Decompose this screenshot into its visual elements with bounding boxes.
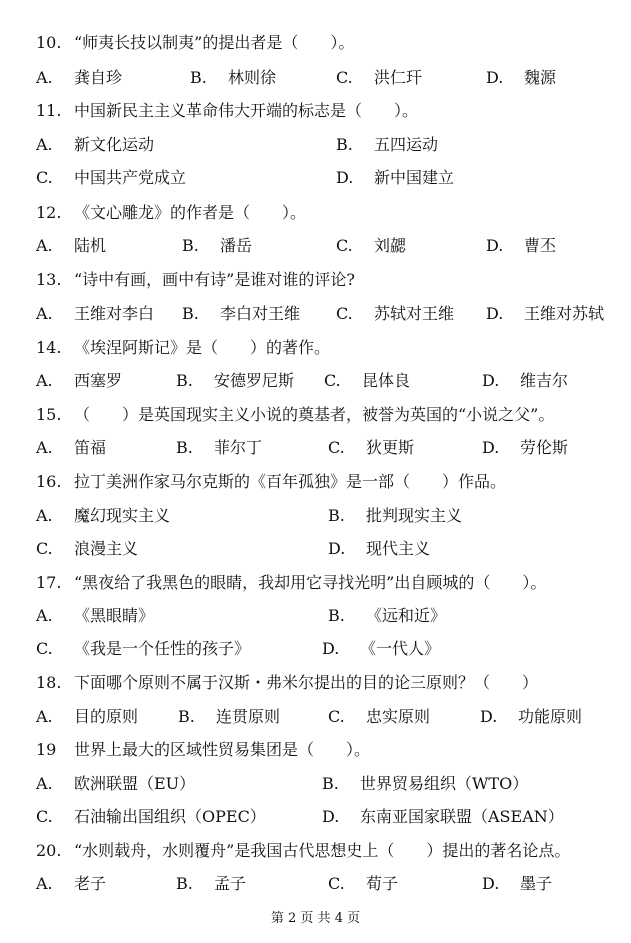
options-row — [0, 234, 631, 258]
option-d[interactable]: D. 《一代人》 — [322, 639, 441, 658]
option-d[interactable]: D. 东南亚国家联盟（ASEAN） — [322, 807, 564, 826]
question-text: 《文心雕龙》的作者是（ ）。 — [74, 203, 307, 222]
option-c[interactable]: C. 苏轼对王维 — [336, 304, 455, 323]
option-a[interactable]: A. 欧洲联盟（EU） — [36, 774, 196, 793]
question-text: “师夷长技以制夷”的提出者是（ ）。 — [74, 33, 355, 52]
option-a[interactable]: A. 陆机 — [36, 236, 107, 255]
option-a[interactable]: A. 王维对李白 — [36, 304, 155, 323]
question-number: 16. — [36, 472, 62, 491]
question-number: 13. — [36, 270, 62, 289]
option-d[interactable]: D. 王维对苏轼 — [486, 304, 605, 323]
option-b[interactable]: B. 菲尔丁 — [176, 438, 263, 457]
option-d[interactable]: D. 魏源 — [486, 68, 557, 87]
option-d[interactable]: D. 现代主义 — [328, 539, 431, 558]
question-number: 20. — [36, 841, 62, 860]
question-18 — [0, 671, 631, 695]
question-text: 中国新民主主义革命伟大开端的标志是（ ）。 — [74, 101, 419, 120]
option-b[interactable]: B. 安德罗尼斯 — [176, 371, 295, 390]
options-row — [0, 504, 631, 528]
question-11 — [0, 99, 631, 123]
question-number: 12. — [36, 203, 62, 222]
options-row — [0, 369, 631, 393]
option-b[interactable]: B. 孟子 — [176, 874, 247, 893]
option-d[interactable]: D. 劳伦斯 — [482, 438, 569, 457]
option-b[interactable]: B. 潘岳 — [182, 236, 253, 255]
option-c[interactable]: C. 荀子 — [328, 874, 399, 893]
options-row — [0, 604, 631, 628]
option-b[interactable]: B. 五四运动 — [336, 135, 439, 154]
question-20 — [0, 839, 631, 863]
question-number: 17. — [36, 573, 62, 592]
option-b[interactable]: B. 批判现实主义 — [328, 506, 463, 525]
option-c[interactable]: C. 刘勰 — [336, 236, 407, 255]
question-text: “水则载舟，水则覆舟”是我国古代思想史上（ ）提出的著名论点。 — [74, 841, 571, 860]
question-14 — [0, 336, 631, 360]
question-number: 15. — [36, 405, 62, 424]
option-a[interactable]: A. 目的原则 — [36, 707, 139, 726]
option-b[interactable]: B. 《远和近》 — [328, 606, 447, 625]
option-a[interactable]: A. 《黑眼睛》 — [36, 606, 155, 625]
option-a[interactable]: A. 龚自珍 — [36, 68, 123, 87]
option-a[interactable]: A. 西塞罗 — [36, 371, 123, 390]
options-row — [0, 772, 631, 796]
question-number: 18. — [36, 673, 62, 692]
question-12 — [0, 201, 631, 225]
question-10 — [0, 31, 631, 55]
option-b[interactable]: B. 李白对王维 — [182, 304, 301, 323]
options-row — [0, 302, 631, 326]
question-number: 19 — [36, 740, 57, 759]
option-c[interactable]: C. 狄更斯 — [328, 438, 415, 457]
question-17 — [0, 571, 631, 595]
question-number: 11. — [36, 101, 62, 120]
question-19 — [0, 738, 631, 762]
options-row — [0, 872, 631, 896]
question-text: （ ）是英国现实主义小说的奠基者，被誉为英国的“小说之父”。 — [74, 405, 555, 424]
option-d[interactable]: D. 新中国建立 — [336, 168, 455, 187]
option-c[interactable]: C. 浪漫主义 — [36, 539, 139, 558]
options-row — [0, 133, 631, 157]
option-b[interactable]: B. 林则徐 — [190, 68, 277, 87]
option-a[interactable]: A. 笛福 — [36, 438, 107, 457]
question-text: 下面哪个原则不属于汉斯・弗米尔提出的目的论三原则？（ ） — [74, 673, 539, 692]
option-d[interactable]: D. 墨子 — [482, 874, 553, 893]
question-number: 10. — [36, 33, 62, 52]
question-text: 拉丁美洲作家马尔克斯的《百年孤独》是一部（ ）作品。 — [74, 472, 507, 491]
page-footer: 第 2 页 共 4 页 — [270, 911, 361, 926]
question-15 — [0, 403, 631, 427]
option-c[interactable]: C. 石油输出国组织（OPEC） — [36, 807, 266, 826]
options-row — [0, 705, 631, 729]
option-c[interactable]: C. 昆体良 — [324, 371, 411, 390]
options-row — [0, 537, 631, 561]
options-row — [0, 66, 631, 90]
option-a[interactable]: A. 魔幻现实主义 — [36, 506, 171, 525]
question-16 — [0, 470, 631, 494]
option-c[interactable]: C. 洪仁玕 — [336, 68, 423, 87]
options-row — [0, 436, 631, 460]
question-13 — [0, 268, 631, 292]
option-a[interactable]: A. 新文化运动 — [36, 135, 155, 154]
option-b[interactable]: B. 世界贸易组织（WTO） — [322, 774, 529, 793]
option-d[interactable]: D. 功能原则 — [480, 707, 583, 726]
option-c[interactable]: C. 《我是一个任性的孩子》 — [36, 639, 251, 658]
option-d[interactable]: D. 曹丕 — [486, 236, 557, 255]
option-d[interactable]: D. 维吉尔 — [482, 371, 569, 390]
option-b[interactable]: B. 连贯原则 — [178, 707, 281, 726]
options-row — [0, 637, 631, 661]
option-c[interactable]: C. 忠实原则 — [328, 707, 431, 726]
options-row — [0, 805, 631, 829]
question-text: “诗中有画，画中有诗”是谁对谁的评论? — [74, 270, 355, 289]
question-number: 14. — [36, 338, 62, 357]
question-text: “黑夜给了我黑色的眼睛，我却用它寻找光明”出自顾城的（ ）。 — [74, 573, 547, 592]
option-c[interactable]: C. 中国共产党成立 — [36, 168, 187, 187]
options-row — [0, 166, 631, 190]
question-text: 《埃涅阿斯记》是（ ）的著作。 — [74, 338, 331, 357]
question-text: 世界上最大的区域性贸易集团是（ ）。 — [74, 740, 371, 759]
option-a[interactable]: A. 老子 — [36, 874, 107, 893]
